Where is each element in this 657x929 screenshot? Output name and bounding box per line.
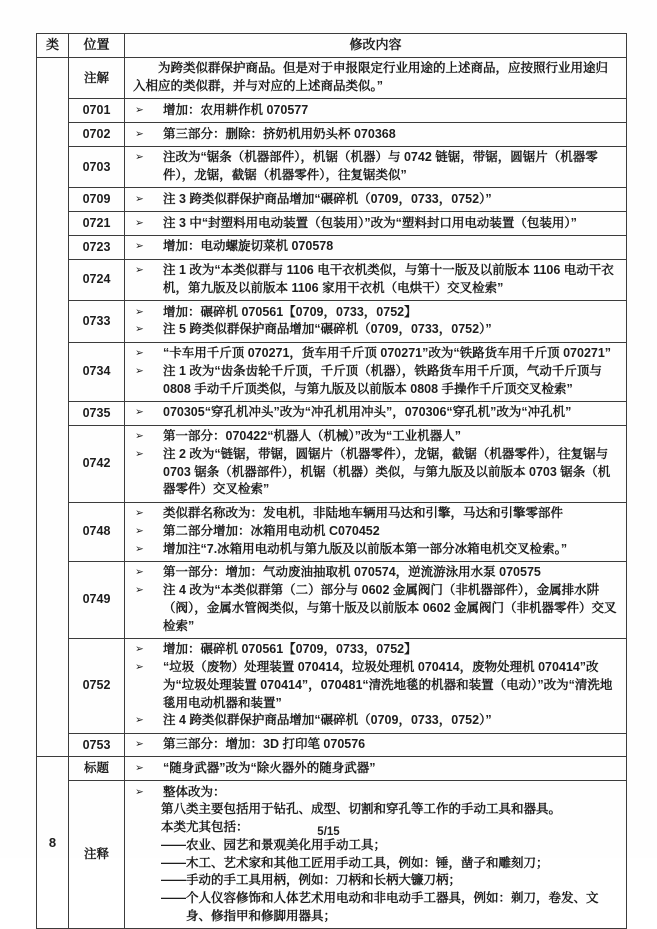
bullet-item <box>133 760 620 778</box>
content-cell <box>125 259 627 301</box>
bullet-text: 注 3 跨类似群保护商品增加“碾碎机（0709，0733，0752）” <box>163 191 492 206</box>
bullet-item <box>133 523 620 541</box>
text-line: ——手动的手工具用柄，例如：刀柄和长柄大镰刀柄； <box>161 873 462 888</box>
arrow-bullet-icon: ➢ <box>135 192 144 205</box>
bullet-item <box>133 659 620 712</box>
arrow-bullet-icon: ➢ <box>135 151 144 164</box>
bullet-item <box>133 215 620 233</box>
position-cell: 0703 <box>69 146 125 188</box>
table-row <box>37 259 627 301</box>
table-row <box>37 99 627 123</box>
position-cell: 0742 <box>69 425 125 502</box>
bullet-text: “卡车用千斤顶 070271，货车用千斤顶 070271”改为“铁路货车用千斤顶 070271” <box>163 346 612 361</box>
arrow-bullet-icon: ➢ <box>135 347 144 360</box>
text-line: ——个人仪容修饰和人体艺术用电动和非电动手工器具，例如：剃刀，卷发、文身、修指甲和修脚用器具； <box>161 891 599 923</box>
arrow-bullet-icon: ➢ <box>135 643 144 656</box>
position-cell: 0753 <box>69 733 125 757</box>
bullet-item <box>133 428 620 446</box>
arrow-bullet-icon: ➢ <box>135 566 144 579</box>
bullet-text: 注改为“锯条（机器部件），机锯（机器）与 0742 链锯，带锯，圆锯片（机器零件），龙锯，截锯（机器零件），往复锯类似” <box>163 150 598 183</box>
arrow-bullet-icon: ➢ <box>135 430 144 443</box>
text-line: 第八类主要包括用于钻孔、成型、切割和穿孔等工作的手动工具和器具。 <box>161 802 562 817</box>
arrow-bullet-icon: ➢ <box>135 364 144 377</box>
bullet-text: 第二部分增加：冰箱用电动机 C070452 <box>163 523 380 538</box>
content-cell <box>125 99 627 123</box>
column-header-class: 类 <box>37 34 69 58</box>
position-cell: 0748 <box>69 502 125 561</box>
arrow-bullet-icon: ➢ <box>135 524 144 537</box>
bullet-text: “垃圾（废物）处理装置 070414，垃圾处理机 070414，废物处理机 070414”改为“垃圾处理装置 070414”，070481“清洗地毯的机器和装置（电动）”改为“清洗地毯用电动机器和装置” <box>163 660 613 710</box>
bullet-item <box>133 582 620 635</box>
table-row <box>37 638 627 733</box>
table-row <box>37 425 627 502</box>
content-cell <box>125 425 627 502</box>
table-row <box>37 146 627 188</box>
modification-table <box>36 33 627 929</box>
bullet-text: 注 1 改为“齿条齿轮千斤顶，千斤顶（机器），铁路货车用千斤顶，气动千斤顶与 0808 手动千斤顶类似，与第九版及以前版本 0808 手操作千斤顶交叉检索” <box>163 363 602 396</box>
table-row <box>37 757 627 781</box>
content-cell <box>125 188 627 212</box>
bullet-item <box>133 304 620 322</box>
text-line: ——木工、艺术家和其他工匠用手动工具，例如：锤，凿子和雕刻刀； <box>161 855 549 870</box>
content-cell <box>125 401 627 425</box>
bullet-item <box>133 149 620 185</box>
table-row <box>37 301 627 343</box>
class-number-cell <box>37 57 69 757</box>
table-row <box>37 401 627 425</box>
position-cell: 0702 <box>69 123 125 147</box>
arrow-bullet-icon: ➢ <box>135 738 144 751</box>
position-cell: 0733 <box>69 301 125 343</box>
content-cell <box>125 757 627 781</box>
content-cell <box>125 342 627 401</box>
bullet-item <box>133 641 620 659</box>
arrow-bullet-icon: ➢ <box>135 584 144 597</box>
position-cell: 注释 <box>69 781 125 929</box>
table-row <box>37 781 627 929</box>
bullet-item <box>133 345 620 363</box>
arrow-bullet-icon: ➢ <box>135 714 144 727</box>
position-cell: 0724 <box>69 259 125 301</box>
bullet-item <box>133 784 620 802</box>
bullet-text: 第三部分：增加：3D 打印笔 070576 <box>163 737 366 752</box>
bullet-text: 注 4 跨类似群保护商品增加“碾碎机（0709，0733，0752）” <box>163 713 492 728</box>
table-row <box>37 235 627 259</box>
bullet-text: 注 5 跨类似群保护商品增加“碾碎机（0709，0733，0752）” <box>163 322 492 337</box>
bullet-text: 注 2 改为“链锯，带锯，圆锯片（机器零件），龙锯，截锯（机器零件），往复锯与 0703 锯条（机器部件），机锯（机器）类似，与第九版及以前版本 0703 锯条（机器零件）交叉检索” <box>163 446 611 497</box>
table-row <box>37 561 627 638</box>
bullet-item <box>133 191 620 209</box>
arrow-bullet-icon: ➢ <box>135 305 144 318</box>
bullet-text: 增加：电动螺旋切菜机 070578 <box>163 239 334 254</box>
content-cell <box>125 733 627 757</box>
table-row <box>37 502 627 561</box>
bullet-item <box>133 404 620 422</box>
arrow-bullet-icon: ➢ <box>135 103 144 116</box>
arrow-bullet-icon: ➢ <box>135 785 144 798</box>
bullet-item <box>133 363 620 399</box>
bullet-item <box>133 262 620 298</box>
table-header-row <box>37 34 627 58</box>
arrow-bullet-icon: ➢ <box>135 761 144 774</box>
page-number: 5/15 <box>317 826 340 838</box>
bullet-item <box>133 102 620 120</box>
content-cell <box>125 301 627 343</box>
bullet-text: “随身武器”改为“除火器外的随身武器” <box>163 760 376 775</box>
position-cell: 0734 <box>69 342 125 401</box>
bullet-text: 第三部分：删除：挤奶机用奶头杯 070368 <box>163 126 396 141</box>
bullet-text: 整体改为： <box>163 784 226 799</box>
bullet-item <box>133 541 620 559</box>
arrow-bullet-icon: ➢ <box>135 240 144 253</box>
bullet-text: 第一部分：070422“机器人（机械）”改为“工业机器人” <box>163 429 461 444</box>
position-cell: 0735 <box>69 401 125 425</box>
position-cell: 0749 <box>69 561 125 638</box>
bullet-item <box>133 321 620 339</box>
content-cell <box>125 638 627 733</box>
arrow-bullet-icon: ➢ <box>135 507 144 520</box>
bullet-text: 类似群名称改为：发电机，非陆地车辆用马达和引擎，马达和引擎零部件 <box>163 506 564 521</box>
bullet-text: 注 1 改为“本类似群与 1106 电干衣机类似，与第十一版及以前版本 1106 电动干衣机，第九版及以前版本 1106 家用干衣机（电烘干）交叉检索” <box>163 263 614 295</box>
text-line: 为跨类似群保护商品。但是对于申报限定行业用途的上述商品，应按照行业用途归入相应的类似群，并与对应的上述商品类似。” <box>133 61 609 94</box>
column-header-position: 位置 <box>69 34 125 58</box>
bullet-text: 增加注“7.冰箱用电动机与第九版及以前版本第一部分冰箱电机交叉检索。” <box>163 541 568 556</box>
table-row <box>37 57 627 99</box>
position-cell: 标题 <box>69 757 125 781</box>
text-line: ——农业、园艺和景观美化用手动工具； <box>161 837 387 852</box>
bullet-item <box>133 446 620 499</box>
arrow-bullet-icon: ➢ <box>135 406 144 419</box>
table-row <box>37 733 627 757</box>
position-cell: 注解 <box>69 57 125 99</box>
arrow-bullet-icon: ➢ <box>135 264 144 277</box>
content-cell <box>125 146 627 188</box>
bullet-item <box>133 712 620 730</box>
table-row <box>37 123 627 147</box>
arrow-bullet-icon: ➢ <box>135 661 144 674</box>
bullet-item <box>133 505 620 523</box>
arrow-bullet-icon: ➢ <box>135 447 144 460</box>
arrow-bullet-icon: ➢ <box>135 216 144 229</box>
class-number-cell: 8 <box>37 757 69 929</box>
bullet-text: 增加：碾碎机 070561【0709，0733，0752】 <box>163 642 417 657</box>
arrow-bullet-icon: ➢ <box>135 127 144 140</box>
arrow-bullet-icon: ➢ <box>135 542 144 555</box>
bullet-item <box>133 238 620 256</box>
text-line: 本类尤其包括： <box>161 820 249 835</box>
content-cell <box>125 57 627 99</box>
bullet-item <box>133 736 620 754</box>
bullet-text: 第一部分：增加：气动废油抽取机 070574，逆流游泳用水泵 070575 <box>163 565 541 580</box>
content-cell <box>125 235 627 259</box>
table-row <box>37 212 627 236</box>
position-cell: 0701 <box>69 99 125 123</box>
content-cell <box>125 502 627 561</box>
content-cell <box>125 212 627 236</box>
position-cell: 0721 <box>69 212 125 236</box>
bullet-item <box>133 126 620 144</box>
bullet-text: 070305“穿孔机冲头”改为“冲孔机用冲头”，070306“穿孔机”改为“冲孔机” <box>163 405 572 420</box>
table-row <box>37 188 627 212</box>
table-row <box>37 342 627 401</box>
arrow-bullet-icon: ➢ <box>135 323 144 336</box>
bullet-text: 增加：碾碎机 070561【0709，0733，0752】 <box>163 304 417 319</box>
table-body <box>37 57 627 928</box>
column-header-content: 修改内容 <box>125 34 627 58</box>
bullet-text: 增加：农用耕作机 070577 <box>163 102 309 117</box>
position-cell: 0752 <box>69 638 125 733</box>
bullet-text: 注 4 改为“本类似群第（二）部分与 0602 金属阀门（非机器部件），金属排水阱（阀），金属水管阀类似，与第十版及以前版本 0602 金属阀门（非机器零件）交叉检索” <box>163 583 617 633</box>
bullet-item <box>133 564 620 582</box>
bullet-text: 注 3 中“封塑料用电动装置（包装用）”改为“塑料封口用电动装置（包装用）” <box>163 215 577 230</box>
content-cell <box>125 561 627 638</box>
position-cell: 0709 <box>69 188 125 212</box>
position-cell: 0723 <box>69 235 125 259</box>
content-cell <box>125 781 627 929</box>
content-cell <box>125 123 627 147</box>
